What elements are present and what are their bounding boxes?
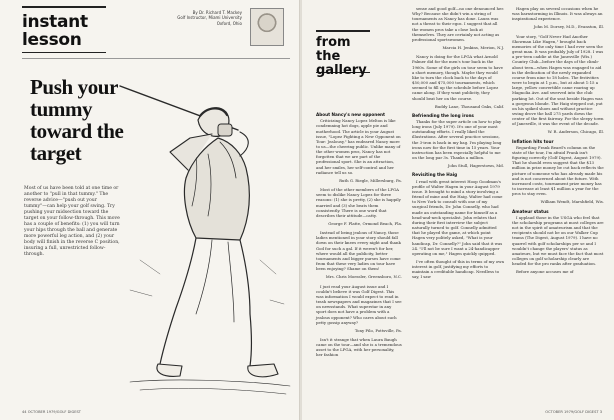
letters-column-3	[512, 6, 604, 277]
letter-heading: Inflation hits tour	[512, 138, 554, 144]
letters-column-1	[316, 108, 402, 361]
letter-heading: Befriending the long irons	[412, 112, 474, 118]
letter-paragraph: Hagen play on several occasions when he was barnstorming in Illinois. It was always an inspirational experience.	[512, 6, 603, 22]
letter-paragraph: I read with great interest Hoop Goodman's profile of Walter Hagen in your August 1979 issue. It brought to mind a story involving a friend of mine and the Haig. Walter had come to New York to consult with one of my surgical friends, Dr. John Connelly, who had made an outstanding name for himself as a head-and-neck specialist. John relates that during their first interview the subject naturally turned to golf. Connelly admitted that he played the game, at which point Hagen very politely asked, "What is your handicap, Dr. Connelly?" John said that it was 24. "I'll not be sure I want a 24-handicapper operating on me," Hagen quickly quipped.	[412, 178, 503, 256]
letter-heading: About Nancy's new opponent	[316, 112, 386, 117]
page-title: Push your tummy toward the target	[30, 75, 124, 165]
golfer-illustration	[100, 60, 296, 400]
letter-signature: Marcia H. Jenkins, Merion, N.J.	[442, 45, 504, 51]
section-label-instant-lesson: instant lesson	[22, 6, 106, 53]
letter-signature: John M. Dorsey, M.D., Evanston, Ill.	[533, 24, 604, 30]
letter-paragraph: Instead of being jealous of Nancy, those ladies mentioned in your story should fall down on their knees every night and thank God for such a gal. If it weren't for her, where would all the publicity, better tournaments and bigger purses have come from that these very ladies on tour have been enjoying? Shame on them!	[316, 230, 401, 272]
letter-signature: John Stull, Hagerstown, Md.	[447, 163, 504, 169]
letter-paragraph: I've often thought of this in terms of my own interest in golf, justifying my efforts to maintain a creditable handicap. Needless to say, I saw	[412, 258, 504, 280]
letter-paragraph: Criticizing Nancy Lopez Melton is like condemning hot dogs, apple pie and motherhood. The article in your August issue, "Lopez Fighting a New Opponent on Tour: Jealousy," has endeared Nancy more to us—the cheering public. Unlike many of the other women pros, Nancy has not forgotten that we are part of the professional sport. She is an attraction, and her smiles, her self-control and her radiance tell us so.	[316, 118, 401, 175]
letter-signature: W. R. Anderson, Chicago, Ill.	[547, 129, 604, 135]
letter-paragraph: Most of the other members of the LPGA seem to dislike Nancy Lopez for three reasons: (1) she is pretty, (2) she is happily married and (3) she beats them consistently. There is one word that describes their attitude—catty.	[316, 187, 401, 218]
letter-signature: Mrs. Chris Moessler, Greensboro, N.C.	[325, 274, 402, 280]
letter-paragraph: I applaud those in the USGA who feel that the scholarship programs at most colleges are not in the spirit of amateurism and that the recipients should not be on our Walker Cup teams (The Digest, August 1979). I have no quarrel with golf scholarships per se and I wouldn't change the players' status as amateurs, but we must face the fact that most colleges on golf scholarship clearly are headed for the pro ranks after graduation.	[512, 214, 604, 267]
letter-signature: William Wendt, Marshfield, Wis.	[540, 199, 604, 205]
lead-paragraph: Most of us have been told at one time or another to "pull in that tummy." The reverse advice—"push out your tummy"—can help your golf swing. Try pushing your midsection toward the target on your follow-through. This move has a couple of benefits: (1) you will turn your hips through the ball and generate more powerful leg action, and (2) your body will finish in the reverse C position, insuring a full, unrestricted follow-through.	[24, 186, 120, 257]
folio-right: OCTOBER 1979/GOLF DIGEST 3	[545, 410, 602, 414]
left-page	[0, 0, 300, 420]
letter-signature: Buddy Lane, Thousand Oaks, Calif.	[434, 103, 504, 109]
letter-signature: Ruth G. Riegle, Millersburg, Pa.	[339, 177, 402, 183]
right-page	[302, 0, 614, 420]
letter-heading: Revisiting the Haig	[412, 172, 458, 178]
letters-column-2	[412, 6, 504, 283]
letter-signature: George F. Platte, Ormond Beach, Fla.	[328, 221, 402, 227]
letter-paragraph: Nancy is doing for the LPGA what Arnold Palmer did for the men's tour back in the 1960s. Some of the girls on tour seem to have a short memory, though. Maybe they would like to turn the clock back to the days of $50,000 and $75,000 tournaments, which seemed to fill up the schedule before Lopez came along. If they want publicity, they should beat her on the course.	[412, 54, 503, 101]
letter-paragraph: Regarding Frank Beard's column on the state of the tour, I'm afraid Frank isn't figuring correctly (Golf Digest, August 1979). That he should even suggest that the $13 million in prize money be cut back reflects the picture of someone who has already made his and is not concerned about the future. With increased costs, tournament prize money has to increase at least $1 million a year for the pros to stay even.	[512, 144, 604, 197]
letter-paragraph: sense and good golf—no one denounced her. Why? Because she didn't win a string of tournaments as Nancy has done. Laura was not a threat to their egos. I suggest that all the women pros take a close look at themselves. They are certainly not acting as professional sportswomen.	[412, 6, 505, 42]
letter-paragraph: Before anyone accuses me of	[516, 269, 574, 275]
letter-heading: Amateur status	[512, 208, 549, 214]
byline: By Dr. Richard T. Mackey Golf Instructor, Miami University Oxford, Ohio	[177, 10, 242, 26]
letter-paragraph: Isn't it strange that when Laura Baugh came on the tour—and she is a tremendous asset to the LPGA, with her personality, her fashion	[316, 336, 402, 358]
letter-paragraph: I just read your August issue and I couldn't believe it was Golf Digest. This was information I would expect to read in trash newspapers and magazines that I see on newsstands. What superstar in any sport does not have a problem with a jealous opponent? Who cares about such petty gossip anyway?	[316, 283, 402, 325]
author-photo	[250, 8, 284, 46]
section-label-from-the-gallery: from the gallery	[316, 30, 370, 73]
divider	[22, 58, 290, 59]
letter-paragraph: Thanks for the super article on how to play long irons (July 1979). It's one of your most outstanding efforts. I really liked the illustrations. After several practice sessions, the 3-iron is back in my bag. I'm playing long irons now for the first time in 15 years. Your instruction has been especially helpful to me on the long par 3s. Thanks a million.	[412, 119, 502, 161]
folio-left: 44 OCTOBER 1979/GOLF DIGEST	[22, 410, 81, 414]
letter-paragraph: Your story, "Golf Never Had Another Showman Like Hagen," brought back memories of the only time I had ever seen the great man. It was probably July of 1928. I was a pre-teen caddie at the Janesville (Wis.) Country Club—before the days of the climb-about teen—when Hagen was engaged to aid in the dedication of the newly expanded course from nine to 18 holes. The festivities were to begin at 1 p.m., but at about 1:15 a large, yellow convertible came roaring up Magnolia Ave. and swerved into the club parking lot. Out of the seat beside Hagen was a gorgeous blonde. The Haig stepped out, put on his spiked shoes and without practice swing drove the ball 275 yards down the center of the first fairway. For the sleepy town of Janesville, it was the event of the decade.	[512, 33, 604, 127]
letter-signature: Tony Pilo, Pottsville, Pa.	[354, 327, 402, 333]
